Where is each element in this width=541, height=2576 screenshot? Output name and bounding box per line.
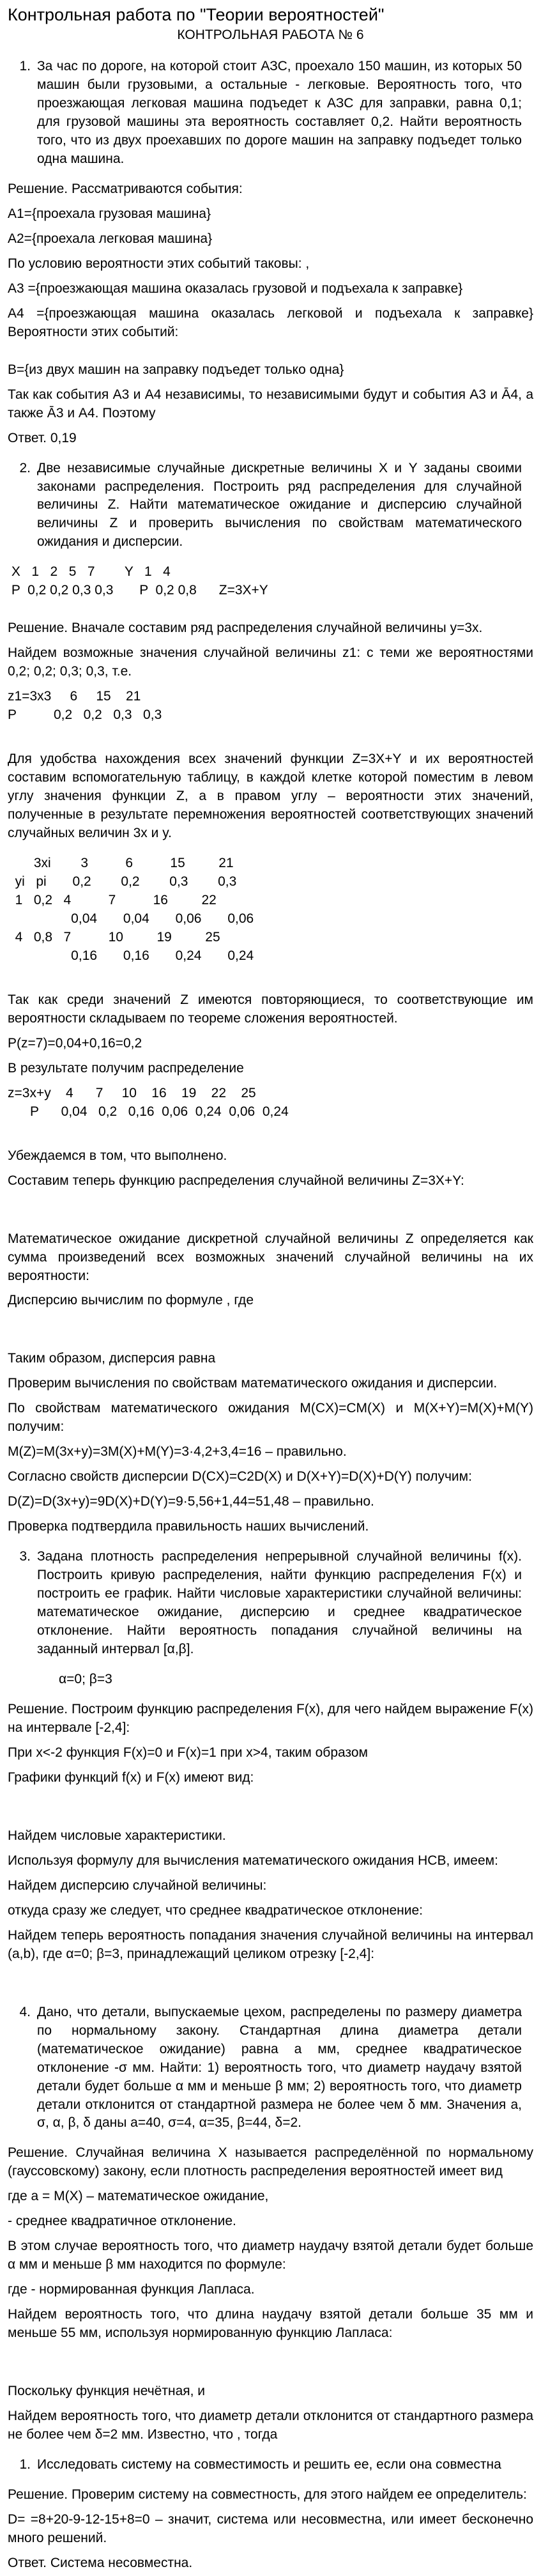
task-5	[8, 2456, 533, 2474]
std-definition: - среднее квадратичное отклонение.	[8, 2214, 236, 2229]
distribution-function-note: Составим теперь функцию распределения случайной величины Z=3X+Y:	[8, 1173, 464, 1188]
std-note: откуда сразу же следует, что среднее квадратическое отклонение:	[8, 1902, 423, 1918]
variance-result-note: Таким образом, дисперсия равна	[8, 1351, 216, 1366]
variance-note: Найдем дисперсию случайной величины:	[8, 1878, 267, 1893]
task-text: За час по дороге, на которой стоит АЗС, проехало 150 машин, из которых 50 машин были грузовыми, а остальные - легковые. Вероятность того, что проезжающая легковая машина подъедет к АЗС для заправки, равна 0,1; для грузовой машины эта вероятность составляет 0,2. Найти вероятность того, что из двух проехавших по дороге машин на заправку подъедет только одна машина.	[37, 59, 522, 166]
event-a2: A2={проехала легковая машина}	[8, 231, 213, 246]
table-row-probabilities: 0,16 0,16 0,24 0,24	[8, 948, 254, 963]
interval-params: α=0; β=3	[59, 1672, 112, 1686]
mean-definition: где a = M(X) – математическое ожидание,	[8, 2189, 269, 2204]
check-note: Убеждаемся в том, что выполнено.	[8, 1148, 227, 1163]
task-number: 1.	[19, 59, 31, 74]
event-a3: A3 ={проезжающая машина оказалась грузовой и подъехала к заправке}	[8, 281, 463, 296]
probability-z7: P(z=7)=0,04+0,16=0,2	[8, 1035, 142, 1051]
task-4	[8, 2003, 533, 2133]
table-row: 1 0,2 4 7 16 22	[8, 892, 217, 907]
expectation-formula-note: Используя формулу для вычисления математического ожидания НСВ, имеем:	[8, 1853, 498, 1868]
event-b: B={из двух машин на заправку подъедет только одна}	[8, 362, 344, 377]
probability-formula-note: В этом случае вероятность того, что диаметр наудачу взятой детали будет больше α мм и меньше β мм находится по формуле:	[8, 2239, 533, 2272]
task-number: 3.	[19, 1549, 31, 1564]
solution-step: Решение. Построим функцию распределения F(x), для чего найдем выражение F(x) на интервале [-2,4]:	[8, 1701, 533, 1735]
independence-note: Так как события A3 и A4 независимы, то независимыми будут и события A3 и Ā4, а также Ā3 и A4. Поэтому	[8, 387, 533, 420]
table-row-probabilities: 0,04 0,04 0,06 0,06	[8, 911, 254, 926]
repeated-values-note: Так как среди значений Z имеются повторяющиеся, то соответствующие им вероятности складываем по теореме сложения вероятностей.	[8, 992, 533, 1026]
document-subtitle: КОНТРОЛЬНАЯ РАБОТА № 6	[177, 27, 364, 43]
solution-step: Решение. Проверим систему на совместность, для этого найдем ее определитель:	[8, 2487, 527, 2503]
distribution-row-probabilities: P 0,2 0,2 0,3 0,3 P 0,2 0,8 Z=3X+Y	[8, 583, 268, 598]
mz-check: M(Z)=M(3x+y)=3M(X)+M(Y)=3·4,2+3,4=16 – правильно.	[8, 1444, 347, 1460]
solution-step: Решение. Случайная величина X называется распределённой по нормальному (гауссовскому) закону, если плотность распределения вероятностей имеет вид	[8, 2145, 533, 2179]
task-1	[8, 58, 533, 169]
variance-formula-note: Дисперсию вычислим по формуле , где	[8, 1293, 254, 1308]
variance-properties: Согласно свойств дисперсии D(CX)=C2D(X) и D(X+Y)=D(X)+D(Y) получим:	[8, 1469, 472, 1485]
numeric-characteristics: Найдем числовые характеристики.	[8, 1828, 226, 1843]
z-distribution-probabilities: P 0,04 0,2 0,16 0,06 0,24 0,06 0,24	[8, 1104, 289, 1119]
table-header: 3xi 3 6 15 21	[8, 856, 234, 870]
edge-values-note: При x<-2 функция F(x)=0 и F(x)=1 при x>4, таким образом	[8, 1745, 368, 1760]
expectation-note: Математическое ожидание дискретной случайной величины Z определяется как сумма произведений всех возможных значений случайной величины на их вероятности:	[8, 1231, 533, 1283]
interval-probability-note: Найдем теперь вероятность попадания значения случайной величины на интервал (a,b), где α=0; β=3, принадлежащий целиком отрезку [-2,4]:	[8, 1927, 533, 1961]
table-row: 4 0,8 7 10 19 25	[8, 929, 220, 945]
task-number: 2.	[19, 460, 31, 475]
z-distribution-values: z=3x+y 4 7 10 16 19 22 25	[8, 1085, 256, 1100]
probability-1-note: Найдем вероятность того, что длина наудачу взятой детали больше 35 мм и меньше 55 мм, используя нормированную функцию Лапласа:	[8, 2307, 533, 2341]
solution-intro: Решение. Рассматриваются события:	[8, 181, 243, 196]
answer-1: Ответ. 0,19	[8, 430, 77, 445]
verification-conclusion: Проверка подтвердила правильность наших вычислений.	[8, 1519, 369, 1534]
task-text: Две независимые случайные дискретные величины X и Y заданы своими законами распределения. Построить ряд распределения для случайной величины Z. Найти математическое ожидание и дисперсию случайной величины Z и проверить вычисления по свойствам математического ожидания и дисперсии.	[37, 460, 522, 550]
task-text: Дано, что детали, выпускаемые цехом, распределены по размеру диаметра по нормальному закону. Стандартная длина диаметра детали (математическое ожидание) равна a мм, среднее квадратическое отклонение -σ мм. Найти: 1) вероятность того, что диаметр наудачу взятой детали будет больше α мм и меньше β мм; 2) вероятность того, что диаметр детали отклонится от стандартной размера не более чем δ мм. Значения a, σ, α, β, δ даны a=40, σ=4, α=35, β=44, δ=2.	[37, 2004, 522, 2131]
table-header-probabilities: yi pi 0,2 0,2 0,3 0,3	[8, 874, 237, 889]
distribution-row-values: X 1 2 5 7 Y 1 4	[8, 564, 171, 580]
possible-values-note: Найдем возможные значения случайной величины z1: с теми же вероятностями 0,2; 0,2; 0,3; 0,3, т.е.	[8, 645, 533, 679]
event-a1: A1={проехала грузовая машина}	[8, 206, 211, 221]
answer-5: Ответ. Система несовместна.	[8, 2555, 193, 2570]
task-3	[8, 1548, 533, 1659]
document-title: Контрольная работа по "Теории вероятностей"	[8, 5, 385, 24]
determinant-note: D= =8+20-9-12-15+8=0 – значит, система или несовместна, или имеет бесконечно много решений.	[8, 2512, 533, 2545]
laplace-note: где - нормированная функция Лапласа.	[8, 2282, 255, 2297]
odd-function-note: Поскольку функция нечётная, и	[8, 2384, 206, 2399]
result-note: В результате получим распределение	[8, 1060, 244, 1076]
expectation-properties: По свойствам математического ожидания M(CX)=CM(X) и M(X+Y)=M(X)+M(Y) получим:	[8, 1401, 533, 1435]
event-a4: A4 ={проезжающая машина оказалась легковой и подъехала к заправке} Вероятности этих событий:	[8, 305, 533, 339]
task-2	[8, 459, 533, 552]
solution-step: Решение. Вначале составим ряд распределения случайной величины y=3x.	[8, 621, 483, 636]
probabilities-condition: По условию вероятности этих событий таковы: ,	[8, 256, 310, 271]
probability-2-note: Найдем вероятность того, что диаметр детали отклонится от стандартного размера не более чем δ=2 мм. Известно, что , тогда	[8, 2409, 533, 2442]
verify-note: Проверим вычисления по свойствам математического ожидания и дисперсии.	[8, 1376, 498, 1391]
task-text: Задана плотность распределения непрерывной случайной величины f(x). Построить кривую распределения, найти функцию распределения F(x) и построить ее график. Найти числовые характеристики случайной величины: математическое ожидание, дисперсию и среднее квадратическое отклонение. Найти вероятность попадания случайной величины на заданный интервал [α,β].	[37, 1549, 522, 1657]
convolution-explanation: Для удобства нахождения всех значений функции Z=3X+Y и их вероятностей составим вспомогательную таблицу, в каждой клетке которой поместим в левом углу значения функции Z, а в правом углу – вероятности этих значений, полученные в результате перемножения вероятностей соответствующих значений случайных величин 3x и y.	[8, 752, 533, 841]
task-number: 4.	[19, 2004, 31, 2019]
dz-check: D(Z)=D(3x+y)=9D(X)+D(Y)=9·5,56+1,44=51,48 – правильно.	[8, 1494, 374, 1509]
graphs-note: Графики функций f(x) и F(x) имеют вид:	[8, 1770, 254, 1785]
task-number: 1.	[19, 2457, 31, 2472]
z1-values-row: z1=3x3 6 15 21	[8, 689, 141, 704]
auxiliary-table	[8, 854, 533, 966]
z1-probabilities-row: P 0,2 0,2 0,3 0,3	[8, 707, 162, 723]
task-text: Исследовать систему на совместимость и решить ее, если она совместна	[37, 2457, 501, 2472]
